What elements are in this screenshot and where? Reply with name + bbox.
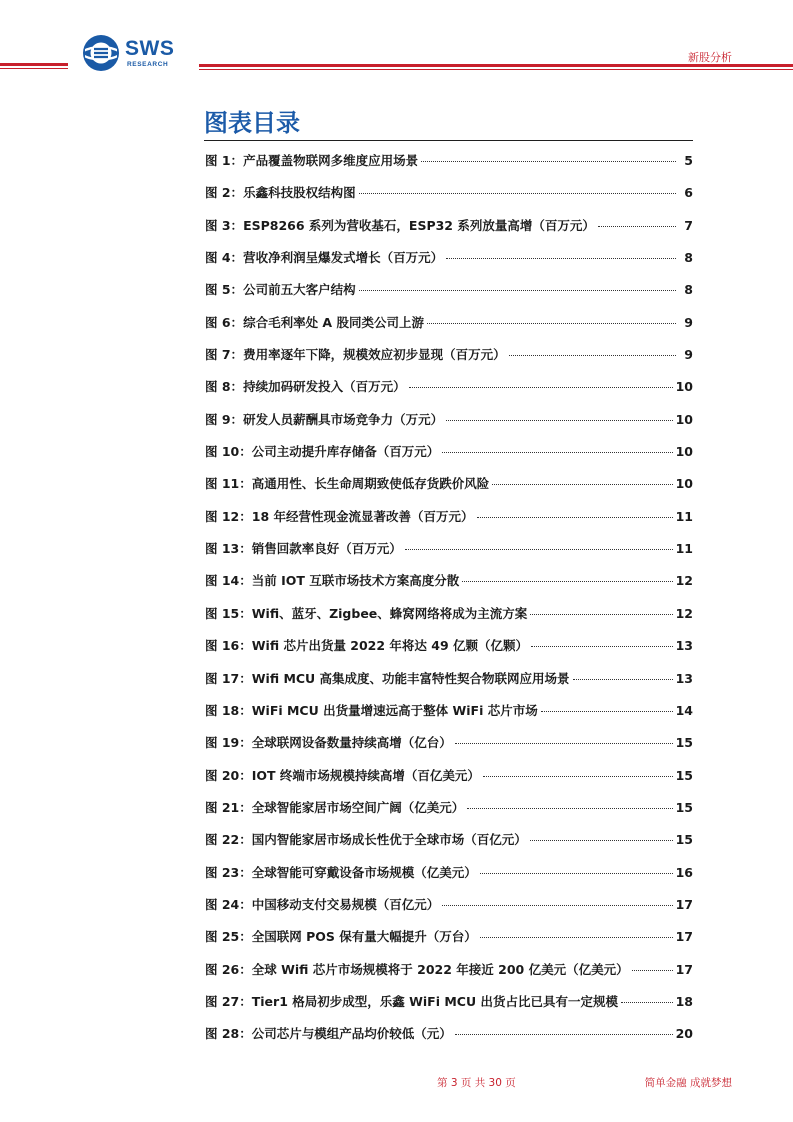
toc-entry-leader [421, 161, 676, 162]
toc-entry-title: Wifi 芯片出货量 2022 年将达 49 亿颗（亿颗） [251, 638, 529, 654]
header-rule-left [0, 63, 68, 66]
toc-entry-label: 图 10： [205, 444, 252, 460]
toc-entry[interactable] [205, 604, 693, 636]
toc-entry-leader [446, 420, 673, 421]
toc-entry-title: 国内智能家居市场成长性优于全球市场（百亿元） [251, 832, 527, 848]
toc-entry-leader [541, 711, 673, 712]
toc-entry-label: 图 15： [205, 605, 252, 621]
toc-entry-label: 图 3： [205, 217, 244, 233]
toc-entry-title: ESP8266 系列为营收基石，ESP32 系列放量高增（百万元） [243, 217, 595, 233]
logo-text: SWS [125, 37, 175, 60]
toc-entry-title: 研发人员薪酬具市场竞争力（万元） [243, 411, 444, 427]
toc-entry-leader [359, 193, 676, 194]
toc-entry-title: 全球智能家居市场空间广阔（亿美元） [251, 799, 465, 815]
toc-entry-title: 全球联网设备数量持续高增（亿台） [251, 735, 452, 751]
toc-entry[interactable] [205, 410, 693, 442]
toc-entry-label: 图 25： [205, 929, 252, 945]
toc-entry-label: 图 28： [205, 1026, 252, 1042]
toc-entry-title: 当前 IOT 互联市场技术方案高度分散 [251, 573, 460, 589]
toc-entry-label: 图 26： [205, 961, 252, 977]
toc-entry-title: 18 年经营性现金流显著改善（百万元） [251, 508, 474, 524]
toc-entry-leader [427, 323, 676, 324]
toc-entry[interactable] [205, 474, 693, 506]
toc-entry[interactable] [205, 669, 693, 701]
toc-entry-label: 图 9： [205, 411, 244, 427]
toc-entry-label: 图 4： [205, 250, 244, 266]
toc-entry-title: 中国移动支付交易规模（百亿元） [251, 896, 440, 912]
toc-entry-page: 5 [684, 153, 693, 168]
toc-entry-label: 图 18： [205, 702, 252, 718]
toc-entry[interactable] [205, 571, 693, 603]
toc-entry-leader [462, 581, 672, 582]
toc-entry-page: 15 [675, 735, 693, 751]
toc-entry-leader [598, 226, 676, 227]
toc-entry-title: 公司芯片与模组产品均价较低（元） [251, 1026, 452, 1042]
toc-entry-leader [621, 1002, 673, 1003]
toc-entry-page: 20 [675, 1026, 693, 1042]
toc-entry[interactable] [205, 895, 693, 927]
report-type-label: 新股分析 [688, 51, 732, 64]
toc-entry-title: 综合毛利率处 A 股同类公司上游 [243, 314, 424, 330]
toc-entry-leader [405, 549, 673, 550]
toc-entry-label: 图 24： [205, 896, 252, 912]
toc-entry-label: 图 22： [205, 832, 252, 848]
toc-entry-page: 10 [675, 379, 693, 395]
toc-entry-page: 12 [675, 605, 693, 621]
toc-entry[interactable] [205, 733, 693, 765]
toc-entry-page: 12 [675, 573, 693, 589]
header-rule-right-thin [199, 69, 793, 70]
toc-entry[interactable] [205, 280, 693, 312]
toc-entry-title: 高通用性、长生命周期致使低存货跌价风险 [251, 476, 490, 492]
toc-entry[interactable] [205, 766, 693, 798]
header-rule-left-thin [0, 68, 68, 69]
toc-entry-title: Wifi MCU 高集成度、功能丰富特性契合物联网应用场景 [251, 670, 570, 686]
toc-entry-page: 9 [684, 314, 693, 330]
toc-entry-title: 费用率逐年下降，规模效应初步显现（百万元） [243, 347, 506, 363]
toc-entry-label: 图 19： [205, 735, 252, 751]
toc-entry-title: Wifi、蓝牙、Zigbee、蜂窝网络将成为主流方案 [251, 605, 528, 621]
toc-entry[interactable] [205, 377, 693, 409]
toc-entry-leader [455, 743, 673, 744]
toc-entry-label: 图 7： [205, 347, 244, 363]
toc-entry-leader [442, 905, 672, 906]
toc-entry-leader [480, 873, 673, 874]
toc-entry[interactable] [205, 701, 693, 733]
toc-entry[interactable] [205, 313, 693, 345]
toc-entry[interactable] [205, 636, 693, 668]
toc-entry-leader [446, 258, 676, 259]
toc-entry[interactable] [205, 539, 693, 571]
toc-entry-title: 营收净利润呈爆发式增长（百万元） [243, 250, 444, 266]
toc-entry-leader [530, 840, 673, 841]
toc-entry-page: 10 [675, 444, 693, 460]
page-number: 第 3 页 共 30 页 [437, 1077, 516, 1089]
toc-entry[interactable] [205, 927, 693, 959]
toc-entry-title: 乐鑫科技股权结构图 [243, 185, 356, 201]
toc-entry-label: 图 23： [205, 864, 252, 880]
toc-entry-leader [467, 808, 672, 809]
toc-entry-page: 17 [675, 929, 693, 945]
toc-entry-page: 18 [675, 993, 693, 1009]
toc-entry-leader [492, 484, 672, 485]
toc-entry-page: 8 [684, 250, 693, 266]
toc-entry-page: 17 [675, 896, 693, 912]
toc-entry-leader [509, 355, 676, 356]
toc-entry-page: 16 [675, 864, 693, 880]
toc-entry-page: 8 [684, 282, 693, 298]
toc-entry-label: 图 8： [205, 379, 244, 395]
toc-entry-leader [480, 937, 673, 938]
toc-entry-page: 17 [675, 961, 693, 977]
toc-entry[interactable] [205, 960, 693, 992]
toc-entry-label: 图 27： [205, 993, 252, 1009]
toc-entry-leader [483, 776, 673, 777]
toc-entry-page: 15 [675, 832, 693, 848]
toc-entry-page: 11 [675, 541, 693, 557]
toc-entry-title: 持续加码研发投入（百万元） [243, 379, 406, 395]
toc-entry-label: 图 21： [205, 799, 252, 815]
toc-entry-page: 11 [675, 508, 693, 524]
toc-entry-page: 9 [684, 347, 693, 363]
table-of-figures [205, 151, 693, 1057]
toc-entry-leader [359, 290, 676, 291]
toc-entry-page: 10 [675, 476, 693, 492]
toc-entry-label: 图 14： [205, 573, 252, 589]
toc-entry-title: Tier1 格局初步成型，乐鑫 WiFi MCU 出货占比已具有一定规模 [251, 993, 618, 1009]
toc-entry-label: 图 13： [205, 541, 252, 557]
toc-entry-page: 10 [675, 411, 693, 427]
toc-entry-leader [531, 646, 673, 647]
toc-entry-leader [632, 970, 673, 971]
footer-motto: 简单金融 成就梦想 [644, 1077, 732, 1089]
toc-entry[interactable] [205, 830, 693, 862]
toc-entry-title: 公司主动提升库存储备（百万元） [251, 444, 440, 460]
toc-entry[interactable] [205, 992, 693, 1024]
toc-entry-title: 公司前五大客户结构 [243, 282, 356, 298]
toc-entry-page: 14 [675, 702, 693, 718]
sws-logo-mark-icon [82, 34, 120, 72]
toc-entry-label: 图 16： [205, 638, 252, 654]
page-title: 图表目录 [204, 109, 300, 137]
toc-entry[interactable] [205, 183, 693, 215]
toc-entry[interactable] [205, 1024, 693, 1056]
toc-entry[interactable] [205, 507, 693, 539]
toc-entry-label: 图 12： [205, 508, 252, 524]
toc-entry-title: 全国联网 POS 保有量大幅提升（万台） [251, 929, 477, 945]
toc-entry-page: 7 [684, 217, 693, 233]
toc-entry-label: 图 5： [205, 282, 244, 298]
toc-entry-label: 图 2： [205, 185, 244, 201]
toc-entry[interactable] [205, 216, 693, 248]
toc-entry[interactable] [205, 863, 693, 895]
toc-entry[interactable] [205, 345, 693, 377]
toc-entry-title: 全球 Wifi 芯片市场规模将于 2022 年接近 200 亿美元（亿美元） [251, 961, 629, 977]
toc-entry-title: IOT 终端市场规模持续高增（百亿美元） [251, 767, 480, 783]
header-rule-right [199, 64, 793, 67]
toc-entry-title: WiFi MCU 出货量增速远高于整体 WiFi 芯片市场 [251, 702, 538, 718]
toc-entry-title: 全球智能可穿戴设备市场规模（亿美元） [251, 864, 477, 880]
toc-entry-page: 13 [675, 638, 693, 654]
toc-entry-leader [573, 679, 673, 680]
title-divider [204, 140, 693, 141]
toc-entry-title: 产品覆盖物联网多维度应用场景 [243, 153, 419, 168]
toc-entry-leader [477, 517, 673, 518]
toc-entry-page: 15 [675, 799, 693, 815]
toc-entry-title: 销售回款率良好（百万元） [251, 541, 402, 557]
toc-entry-label: 图 20： [205, 767, 252, 783]
toc-entry-label: 图 1： [205, 153, 244, 168]
toc-entry[interactable] [205, 151, 693, 183]
logo-subtext: RESEARCH [127, 61, 169, 68]
toc-entry[interactable] [205, 798, 693, 830]
toc-entry-label: 图 11： [205, 476, 252, 492]
toc-entry-leader [455, 1034, 673, 1035]
toc-entry-label: 图 6： [205, 314, 244, 330]
toc-entry-leader [442, 452, 672, 453]
toc-entry-leader [409, 387, 673, 388]
toc-entry[interactable] [205, 442, 693, 474]
toc-entry-page: 6 [684, 185, 693, 201]
toc-entry[interactable] [205, 248, 693, 280]
toc-entry-page: 13 [675, 670, 693, 686]
toc-entry-label: 图 17： [205, 670, 252, 686]
toc-entry-leader [530, 614, 672, 615]
toc-entry-page: 15 [675, 767, 693, 783]
